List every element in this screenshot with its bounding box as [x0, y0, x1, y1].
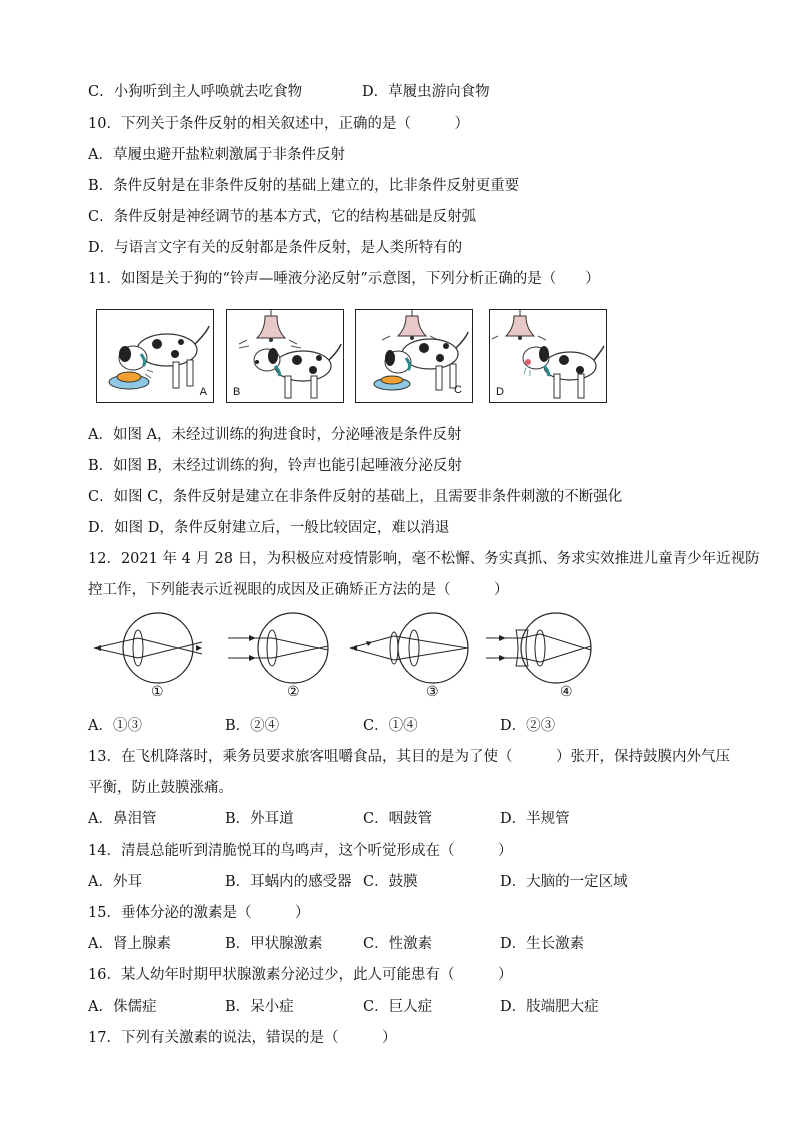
q16-stem: 16．某人幼年时期甲状腺激素分泌过少，此人可能患有（ ）	[88, 967, 513, 983]
eye-diagrams	[88, 610, 608, 686]
q14-option-a: A．外耳	[88, 874, 142, 890]
q14-stem: 14．清晨总能听到清脆悦耳的鸟鸣声，这个听觉形成在（ ）	[88, 843, 513, 859]
q12-option-c: C．①④	[363, 718, 418, 734]
q11-stem: 11．如图是关于狗的“铃声—唾液分泌反射”示意图，下列分析正确的是（ ）	[88, 271, 600, 287]
q9-option-d: D．草履虫游向食物	[362, 84, 490, 100]
dog-eating-illustration	[97, 310, 214, 403]
q12-stem-line2: 控工作，下列能表示近视眼的成因及正确矫正方法的是（ ）	[88, 582, 509, 598]
eye-label-1: ①	[151, 684, 164, 700]
q15-option-b: B．甲状腺激素	[225, 936, 323, 952]
q14-option-d: D．大脑的一定区域	[500, 874, 628, 890]
q13-stem-line2: 平衡，防止鼓膜涨痛。	[88, 780, 233, 796]
q15-stem: 15．垂体分泌的激素是（ ）	[88, 905, 310, 921]
dog-panel-d	[489, 309, 607, 403]
bell-dog-illustration	[227, 310, 344, 403]
q16-option-c: C．巨人症	[363, 999, 433, 1015]
panel-label-b: B	[233, 386, 241, 398]
eye-label-4: ④	[560, 684, 573, 700]
dog-panel-a	[96, 309, 214, 403]
dog-panel-c	[355, 309, 473, 403]
q10-option-b: B．条件反射是在非条件反射的基础上建立的，比非条件反射更重要	[88, 178, 520, 194]
q10-stem: 10．下列关于条件反射的相关叙述中，正确的是（ ）	[88, 116, 469, 132]
bell-dog-salivating-illustration	[490, 310, 607, 403]
q10-option-d: D．与语言文字有关的反射都是条件反射，是人类所特有的	[88, 240, 463, 256]
dog-panel-b	[226, 309, 344, 403]
q16-option-d: D．肢端肥大症	[500, 999, 599, 1015]
q17-stem: 17．下列有关激素的说法，错误的是（ ）	[88, 1030, 397, 1046]
q11-option-c: C．如图 C，条件反射是建立在非条件反射的基础上，且需要非条件刺激的不断强化	[88, 489, 623, 505]
q12-stem-line1: 12．2021 年 4 月 28 日，为积极应对疫情影响，毫不松懈、务实真抓、务求实效推进儿童青少年近视防	[88, 551, 760, 567]
q12-option-d: D．②③	[500, 718, 556, 734]
q14-option-c: C．鼓膜	[363, 874, 418, 890]
q14-option-b: B．耳蜗内的感受器	[225, 874, 352, 890]
eye-diagram-4	[486, 613, 591, 683]
q15-option-d: D．生长激素	[500, 936, 585, 952]
eye-label-3: ③	[426, 684, 439, 700]
q13-option-d: D．半规管	[500, 811, 570, 827]
q13-option-c: C．咽鼓管	[363, 811, 433, 827]
q10-option-c: C．条件反射是神经调节的基本方式，它的结构基础是反射弧	[88, 209, 477, 225]
eye-diagram-3	[350, 613, 468, 683]
q16-option-a: A．侏儒症	[88, 999, 157, 1015]
eye-diagram-1	[94, 613, 202, 683]
q10-option-a: A．草履虫避开盐粒刺激属于非条件反射	[88, 147, 345, 163]
q9-option-c: C．小狗听到主人呼唤就去吃食物	[88, 84, 303, 100]
panel-label-d: D	[496, 386, 504, 398]
q15-option-a: A．肾上腺素	[88, 936, 171, 952]
q16-option-b: B．呆小症	[225, 999, 294, 1015]
eye-label-2: ②	[287, 684, 300, 700]
q12-option-b: B．②④	[225, 718, 280, 734]
panel-label-a: A	[199, 386, 207, 398]
q12-option-a: A．①③	[88, 718, 142, 734]
q13-option-b: B．外耳道	[225, 811, 294, 827]
q13-stem-line1: 13．在飞机降落时，乘务员要求旅客咀嚼食品，其目的是为了使（ ）张开，保持鼓膜内外气压	[88, 749, 730, 765]
q13-option-a: A．鼻泪管	[88, 811, 157, 827]
q11-option-b: B．如图 B，未经过训练的狗，铃声也能引起唾液分泌反射	[88, 458, 462, 474]
panel-label-c: C	[454, 384, 462, 396]
eye-diagram-2	[228, 613, 328, 683]
q15-option-c: C．性激素	[363, 936, 433, 952]
q11-option-a: A．如图 A，未经过训练的狗进食时，分泌唾液是条件反射	[88, 427, 462, 443]
q11-option-d: D．如图 D，条件反射建立后，一般比较固定，难以消退	[88, 520, 450, 536]
